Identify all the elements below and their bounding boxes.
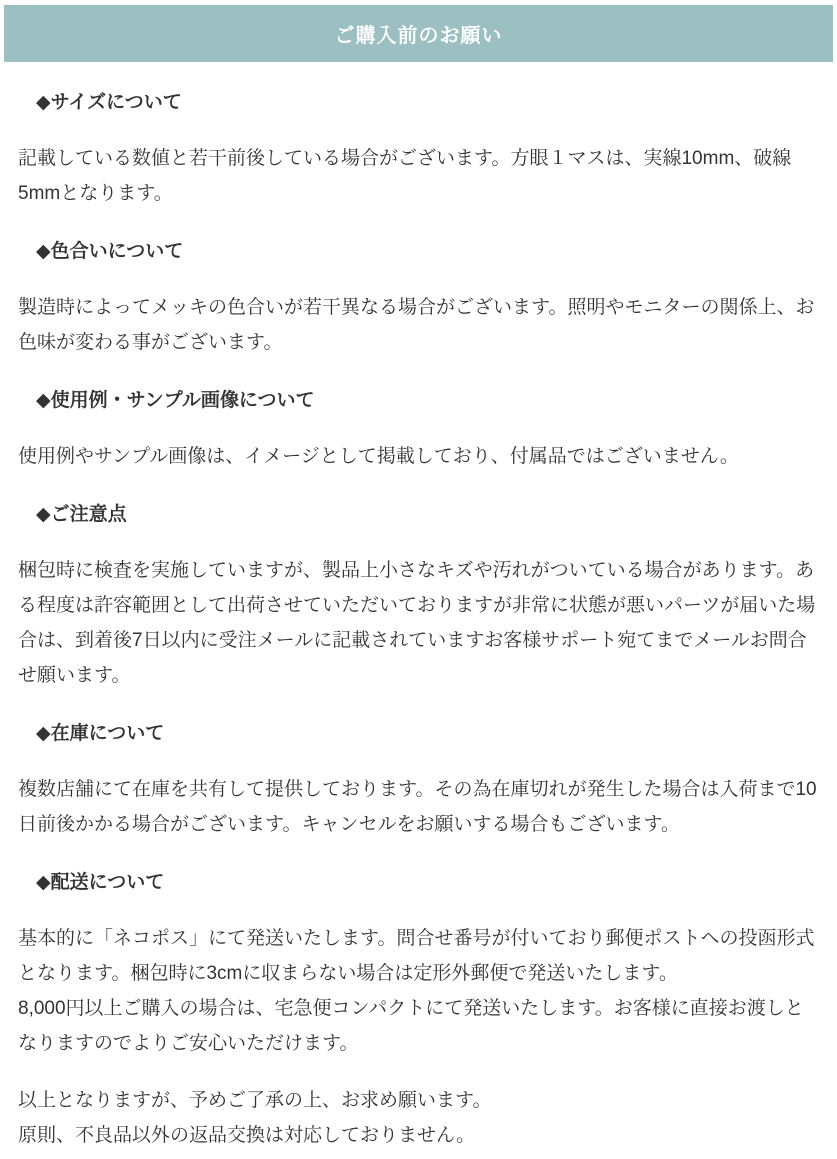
section-paragraph-color: 製造時によってメッキの色合いが若干異なる場合がございます。照明やモニターの関係上、お色味が変わる事がございます。 [18,297,815,353]
section-paragraph-shipping-1: 基本的に「ネコポス」にて発送いたします。問合せ番号が付いており郵便ポストへの投函形式となります。梱包時に3cmに収まらない場合は定形外郵便で発送いたします。 [18,928,815,984]
section-stock [18,721,819,842]
section-caution [18,502,819,693]
section-paragraph-caution: 梱包時に検査を実施していますが、製品上小さなキズや汚れがついている場合があります。ある程度は許容範囲として出荷させていただいておりますが非常に状態が悪いパーツが届いた場合は、到着後7日以内に受注メールに記載されていますお客様サポート宛てまでメールお問合せ願います。 [18,560,816,686]
section-paragraph-sample-images: 使用例やサンプル画像は、イメージとして掲載しており、付属品ではございません。 [18,446,739,467]
section-heading-stock: ◆在庫について [36,723,165,744]
section-heading-caution: ◆ご注意点 [36,504,127,525]
section-heading-color: ◆色合いについて [36,241,184,262]
section-heading-shipping: ◆配送について [36,872,165,893]
section-paragraph-size: 記載している数値と若干前後している場合がございます。方眼１マスは、実線10mm、破線5mmとなります。 [18,148,792,204]
closing-line-returns-policy: 原則、不良品以外の返品交換は対応しておりません。 [18,1125,476,1146]
section-sample-images [18,388,819,474]
notice-banner [4,5,833,62]
closing-line-acknowledgement: 以上となりますが、予めご了承の上、お求め願います。 [18,1090,492,1111]
section-size [18,90,819,211]
section-heading-sample-images: ◆使用例・サンプル画像について [36,390,315,411]
closing-notes [18,1083,819,1153]
notice-banner-title: ご購入前のお願い [334,25,503,47]
section-heading-size: ◆サイズについて [36,92,182,113]
notice-content [0,90,837,1159]
section-paragraph-stock: 複数店舗にて在庫を共有して提供しております。その為在庫切れが発生した場合は入荷まで10日前後かかる場合がございます。キャンセルをお願いする場合もございます。 [18,779,817,835]
section-color [18,239,819,360]
section-shipping [18,870,819,1061]
section-paragraph-shipping-2: 8,000円以上ご購入の場合は、宅急便コンパクトにて発送いたします。お客様に直接お渡しとなりますのでよりご安心いただけます。 [18,998,804,1054]
